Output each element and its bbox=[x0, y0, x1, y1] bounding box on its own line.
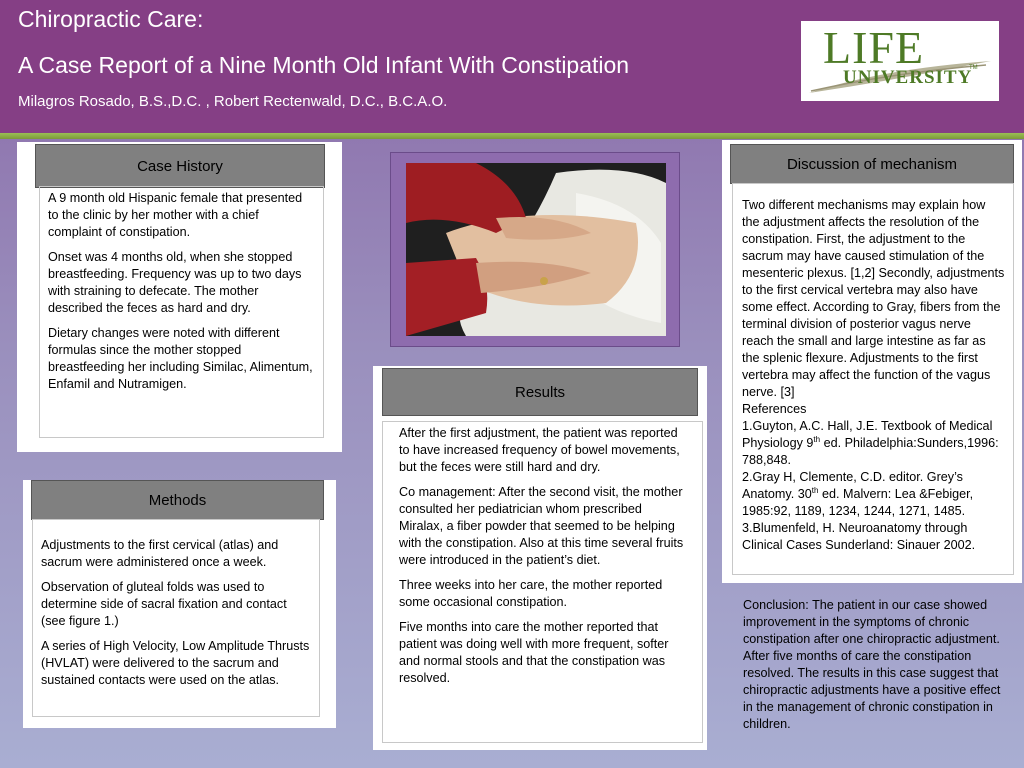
discussion-body bbox=[732, 183, 1014, 575]
reference-1: 1.Guyton, A.C. Hall, J.E. Textbook of Medical Physiology 9th ed. Philadelphia:Sunders,1996: 788,848. bbox=[742, 419, 999, 467]
case-history-heading: Case History bbox=[35, 144, 325, 188]
results-paragraph: Three weeks into her care, the mother reported some occasional constipation. bbox=[399, 578, 663, 609]
results-heading: Results bbox=[382, 368, 698, 416]
results-paragraph: Co management: After the second visit, the mother consulted her pediatrician whom prescribed Miralax, a fiber powder that seemed to be helping with the constipation. Also at this time several fruits were introduced in the patient’s diet. bbox=[399, 485, 684, 567]
methods-panel bbox=[23, 480, 336, 728]
case-history-paragraph: A 9 month old Hispanic female that presented to the clinic by her mother with a chief complaint of constipation. bbox=[48, 191, 303, 239]
reference-2: 2.Gray H, Clemente, C.D. editor. Grey’s Anatomy. 30th ed. Malvern: Lea &Febiger, 1985:92, 1189, 1234, 1244, 1271, 1485. bbox=[742, 470, 974, 518]
title-line-2: A Case Report of a Nine Month Old Infant With Constipation bbox=[18, 52, 630, 78]
adjustment-photo bbox=[406, 163, 666, 336]
life-university-logo bbox=[801, 21, 999, 101]
discussion-heading: Discussion of mechanism bbox=[730, 144, 1014, 184]
logo-tm: TM bbox=[969, 65, 978, 71]
methods-paragraph: Adjustments to the first cervical (atlas) and sacrum were administered once a week. bbox=[41, 538, 279, 569]
case-history-panel bbox=[17, 142, 342, 452]
case-history-paragraph: Dietary changes were noted with different formulas since the mother stopped breastfeeding her including Similac, Alimentum, Enfamil and Nutramigen. bbox=[48, 326, 313, 391]
logo-university-text: UNIVERSITY bbox=[843, 67, 973, 88]
reference-3: 3.Blumenfeld, H. Neuroanatomy through Clinical Cases Sunderland: Sinauer 2002. bbox=[742, 521, 976, 552]
title-line-1: Chiropractic Care: bbox=[18, 6, 204, 32]
methods-heading: Methods bbox=[31, 480, 324, 520]
results-paragraph: After the first adjustment, the patient was reported to have increased frequency of bowel movements, but the feces were still hard and dry. bbox=[399, 426, 680, 474]
methods-paragraph: Observation of gluteal folds was used to determine side of sacral fixation and contact (see figure 1.) bbox=[41, 580, 287, 628]
results-body bbox=[382, 421, 703, 743]
figure-frame bbox=[390, 152, 680, 347]
methods-paragraph: A series of High Velocity, Low Amplitude Thrusts (HVLAT) were delivered to the sacrum and sustained contacts were used on the atlas. bbox=[41, 639, 310, 687]
case-history-paragraph: Onset was 4 months old, when she stopped breastfeeding. Frequency was up to two days with straining to defecate. The mother described the feces as hard and dry. bbox=[48, 250, 302, 315]
results-paragraph: Five months into care the mother reported that patient was doing well with more frequent, softer and normal stools and that the constipation was resolved. bbox=[399, 620, 669, 685]
infant-adjustment-image bbox=[406, 163, 666, 336]
logo-life-text: LIFE bbox=[823, 22, 925, 73]
references-heading: References bbox=[742, 402, 807, 416]
poster-header bbox=[0, 0, 1024, 133]
header-stripe bbox=[0, 133, 1024, 139]
discussion-text: Two different mechanisms may explain how the adjustment affects the resolution of the constipation. First, the adjustment to the sacrum may have caused stimulation of the mesenteric plexus. [1,2] Secondly, adjustments to the first cervical vertebra may also have some effect. According to Gray, fibers from the terminal division of posterior vagus nerve reach the small and large intestine as far as the splenic flexure. Adjustments to the first vertebra may affect the function of the vagus nerve. [3] bbox=[742, 198, 1005, 399]
discussion-panel bbox=[722, 140, 1022, 583]
methods-body bbox=[32, 519, 320, 717]
authors: Milagros Rosado, B.S.,D.C. , Robert Rectenwald, D.C., B.C.A.O. bbox=[18, 93, 448, 110]
case-history-body bbox=[39, 186, 324, 438]
conclusion-text: Conclusion: The patient in our case showed improvement in the symptoms of chronic constipation after one chiropractic adjustment. After five months of care the constipation resolved. The results in this case suggest that chiropractic adjustments have a positive effect in the management of chronic constipation in children. bbox=[743, 598, 1001, 731]
results-panel bbox=[373, 366, 707, 750]
